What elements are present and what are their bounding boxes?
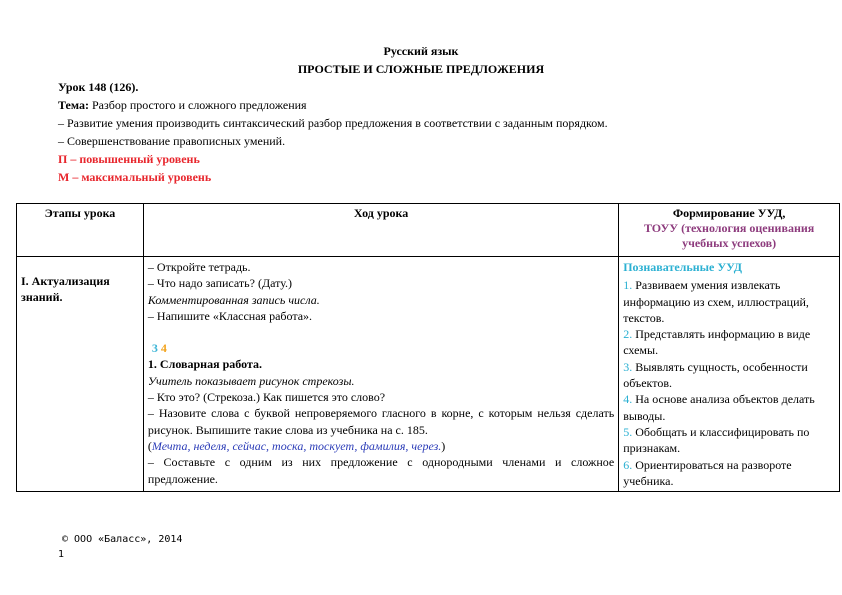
topic-label: Тема: [58,98,89,112]
uud-item: 6. Ориентироваться на развороте учебника. [623,457,792,488]
table-header-row [17,204,840,257]
badge-3: 3 [151,341,158,356]
header-stages: Этапы урока [17,204,144,257]
course-line: – Напишите «Классная работа». [147,308,313,323]
copyright: © ООО «Баласс», 2014 [62,534,183,545]
uud-item: 5. Обобщать и классифицировать по признакам. [623,424,810,456]
goal-1: – Развитие умения производить синтаксический разбор предложения в соответствии с заданным порядком. [58,116,608,130]
course-line: – Составьте с одним из них предложение с однородными членами и сложное предложение. [147,455,615,486]
header-uud-subtitle: ТОУУ (технология оценивания учебных успехов) [643,221,815,250]
uud-title: Познавательные УУД [623,260,743,274]
course-line: – Откройте тетрадь. [147,260,251,274]
stage-label: I. Актуализация знаний. [21,274,110,305]
teacher-note: Учитель показывает рисунок стрекозы. [147,373,355,388]
lesson-table [16,203,840,492]
page-title: ПРОСТЫЕ И СЛОЖНЫЕ ПРЕДЛОЖЕНИЯ [297,62,545,76]
course-cell [143,257,618,492]
stage-cell [17,257,144,492]
header-uud [619,204,840,257]
lesson-topic [58,98,307,113]
vocab-words: Мечта, неделя, сейчас, тоска, тоскует, фамилия, через. [151,438,442,453]
header-uud-title: Формирование УУД, [672,206,786,220]
subject-title: Русский язык [383,44,459,58]
table-row [17,257,840,492]
topic-text: Разбор простого и сложного предложения [88,98,307,112]
words-line: (Мечта, неделя, сейчас, тоска, тоскует, фамилия, через.) [147,438,446,453]
page-number: 1 [58,549,65,560]
badge-4: 4 [160,341,167,356]
course-line: – Что надо записать? (Дату.) [147,276,293,291]
uud-item: 2. Представлять информацию в виде схемы. [623,327,811,358]
header-course: Ход урока [143,204,618,257]
uud-item: 1. Развиваем умения извлекать информацию из схем, иллюстраций, текстов. [623,278,809,325]
level-advanced: П – повышенный уровень [58,152,200,166]
uud-item: 3. Выявлять сущность, особенности объектов. [623,359,808,391]
level-maximum: М – максимальный уровень [58,170,212,184]
uud-item: 4. На основе анализа объектов делать выводы. [623,392,815,423]
uud-cell [619,257,840,492]
course-line: Комментированная запись числа. [147,292,320,307]
course-line: – Назовите слова с буквой непроверяемого гласного в корне, с которым нельзя сделать рисунок. Выпишите такие слова из учебника на с. 185. [147,406,615,437]
course-line: – Кто это? (Стрекоза.) Как пишется это слово? [147,390,386,405]
goal-2: – Совершенствование правописных умений. [58,134,286,148]
vocab-title: 1. Словарная работа. [147,357,262,372]
lesson-number: Урок 148 (126). [58,80,139,94]
level-badges [148,340,614,356]
